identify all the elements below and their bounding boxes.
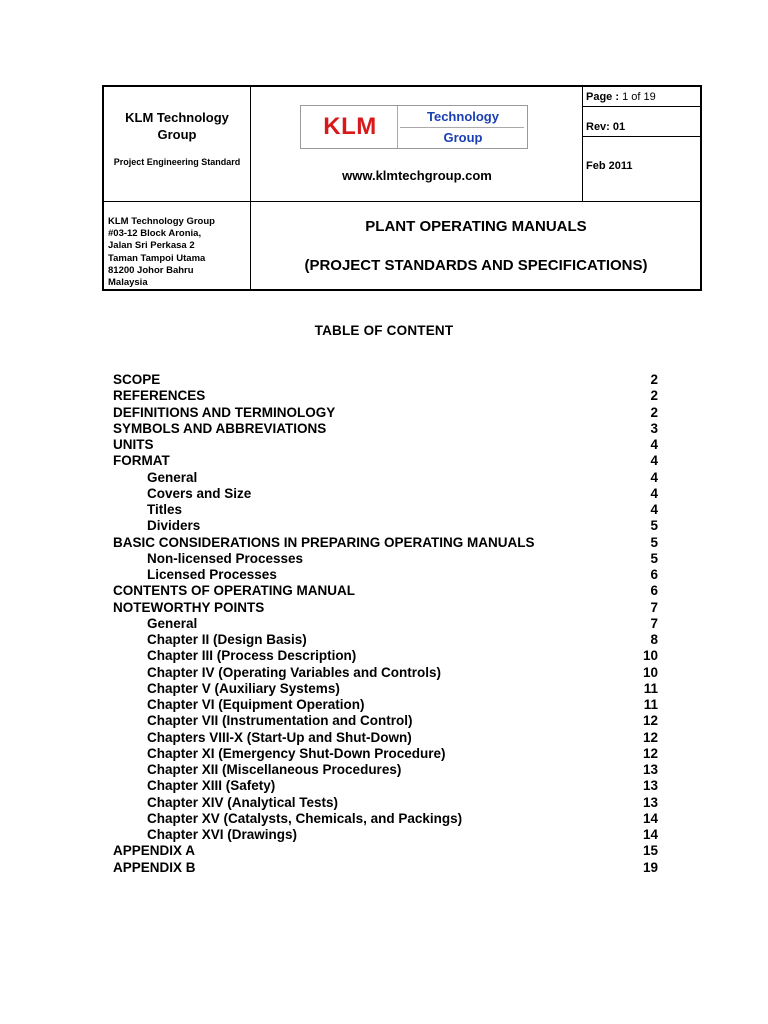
toc-subentry bbox=[113, 648, 658, 664]
toc-entry bbox=[113, 843, 658, 859]
toc-entry-page: 13 bbox=[642, 794, 658, 810]
toc-entry bbox=[113, 600, 658, 616]
toc-entry-page: 4 bbox=[650, 502, 658, 517]
website-link: www.klmtechgroup.com bbox=[342, 168, 492, 183]
toc-entry-page: 13 bbox=[642, 778, 658, 794]
toc-entry-page: 3 bbox=[650, 420, 658, 436]
toc-entry-page: 11 bbox=[643, 680, 658, 696]
toc-entry-label: Chapter VII (Instrumentation and Control) bbox=[147, 713, 413, 729]
toc-subentry bbox=[113, 827, 658, 843]
toc-subentry bbox=[113, 616, 658, 632]
toc-entry-label: BASIC CONSIDERATIONS IN PREPARING OPERATING MANUALS bbox=[113, 534, 535, 550]
issue-date: Feb 2011 bbox=[586, 160, 633, 172]
header-divider-rev bbox=[582, 136, 700, 137]
toc-entry-page: 5 bbox=[650, 534, 658, 550]
toc-subentry bbox=[113, 730, 658, 746]
company-address bbox=[108, 216, 250, 289]
toc-entry-page: 15 bbox=[642, 843, 658, 859]
logo-group-text: Group bbox=[443, 130, 483, 145]
toc-heading: TABLE OF CONTENT bbox=[314, 323, 454, 338]
toc-entry bbox=[113, 860, 658, 876]
toc-entry-page: 19 bbox=[642, 859, 658, 875]
address-line: Malaysia bbox=[108, 277, 148, 289]
toc-entry bbox=[113, 421, 658, 437]
toc-entry-page: 12 bbox=[642, 745, 658, 761]
header-divider-right bbox=[582, 87, 583, 201]
toc-entry bbox=[113, 453, 658, 469]
address-line: 81200 Johor Bahru bbox=[108, 264, 194, 276]
logo-separator bbox=[400, 127, 524, 128]
address-line: #03-12 Block Aronia, bbox=[108, 228, 202, 240]
document-subtitle: (PROJECT STANDARDS AND SPECIFICATIONS) bbox=[304, 257, 648, 274]
toc-entry-label: Chapter XIII (Safety) bbox=[147, 778, 276, 794]
toc-entry-label: Chapter XII (Miscellaneous Procedures) bbox=[147, 762, 402, 777]
address-line: KLM Technology Group bbox=[108, 216, 215, 227]
toc-entry-label: Chapter III (Process Description) bbox=[147, 648, 357, 664]
toc-entry-label: General bbox=[147, 615, 198, 631]
toc-entry-page: 6 bbox=[650, 583, 658, 599]
toc-entry-page: 5 bbox=[650, 518, 658, 534]
toc-entry-page: 6 bbox=[650, 567, 658, 582]
toc-subentry bbox=[113, 778, 658, 794]
toc-entry-page: 2 bbox=[650, 404, 658, 420]
toc-entry-label: REFERENCES bbox=[113, 388, 206, 404]
toc-entry-page: 10 bbox=[642, 648, 658, 664]
toc-entry-label: FORMAT bbox=[113, 453, 170, 469]
toc-subentry bbox=[113, 470, 658, 486]
toc-subentry bbox=[113, 567, 658, 583]
toc-entry-page: 10 bbox=[642, 664, 658, 680]
toc-entry-label: Chapter VI (Equipment Operation) bbox=[147, 697, 365, 712]
toc-entry-page: 7 bbox=[650, 599, 658, 615]
toc-entry-page: 13 bbox=[642, 762, 658, 777]
standard-type: Project Engineering Standard bbox=[113, 157, 241, 167]
toc-subentry bbox=[113, 713, 658, 729]
toc-subentry bbox=[113, 551, 658, 567]
toc-entry-page: 12 bbox=[642, 729, 658, 745]
toc-entry-label: NOTEWORTHY POINTS bbox=[113, 599, 265, 615]
toc-entry-label: SCOPE bbox=[113, 372, 161, 387]
toc-entry-label: Chapter XIV (Analytical Tests) bbox=[147, 794, 339, 810]
toc-entry-page: 4 bbox=[650, 485, 658, 501]
toc-entry-label: CONTENTS OF OPERATING MANUAL bbox=[113, 583, 355, 599]
toc-entry-label: Chapters VIII-X (Start-Up and Shut-Down) bbox=[147, 729, 412, 745]
toc-entry-page: 4 bbox=[650, 437, 658, 452]
page-value: 1 of 19 bbox=[622, 91, 656, 103]
toc-entry-label: Chapter XI (Emergency Shut-Down Procedure) bbox=[147, 745, 446, 761]
address-line: Jalan Sri Perkasa 2 bbox=[108, 240, 195, 252]
toc-entry bbox=[113, 388, 658, 404]
document-title: PLANT OPERATING MANUALS bbox=[365, 218, 587, 235]
company-name: KLM Technology Group bbox=[125, 110, 229, 142]
toc-entry-label: UNITS bbox=[113, 437, 154, 452]
toc-subentry bbox=[113, 746, 658, 762]
toc-entry bbox=[113, 535, 658, 551]
toc-subentry bbox=[113, 697, 658, 713]
toc-subentry bbox=[113, 518, 658, 534]
toc-entry-label: Chapter IV (Operating Variables and Controls) bbox=[147, 664, 442, 680]
header-divider-horizontal bbox=[104, 201, 700, 202]
toc-subentry bbox=[113, 795, 658, 811]
toc-entry-label: Covers and Size bbox=[147, 485, 252, 501]
address-line: Taman Tampoi Utama bbox=[108, 252, 206, 264]
toc-entry-label: Non-licensed Processes bbox=[147, 550, 304, 566]
toc-subentry bbox=[113, 681, 658, 697]
toc-entry-page: 7 bbox=[650, 615, 658, 631]
toc-entry-label: Chapter V (Auxiliary Systems) bbox=[147, 680, 340, 696]
revision: Rev: 01 bbox=[586, 121, 626, 133]
toc-entry-page: 2 bbox=[650, 388, 658, 404]
toc-entry-page: 11 bbox=[643, 697, 658, 712]
toc-entry bbox=[113, 437, 658, 453]
page-label: Page : bbox=[586, 91, 620, 103]
toc-entry-page: 4 bbox=[650, 453, 658, 469]
toc-entry-page: 2 bbox=[650, 372, 658, 387]
header-divider-page bbox=[582, 106, 700, 107]
document-header bbox=[102, 85, 702, 291]
toc-entry-label: DEFINITIONS AND TERMINOLOGY bbox=[113, 404, 336, 420]
toc-entry-page: 14 bbox=[642, 827, 658, 842]
toc-entry-page: 14 bbox=[642, 810, 658, 826]
table-of-contents bbox=[113, 372, 658, 876]
toc-entry bbox=[113, 583, 658, 599]
toc-entry-label: Titles bbox=[147, 502, 183, 517]
toc-entry-label: Chapter XV (Catalysts, Chemicals, and Packings) bbox=[147, 810, 463, 826]
toc-entry-label: APPENDIX B bbox=[113, 859, 196, 875]
toc-subentry bbox=[113, 811, 658, 827]
toc-entry-label: Chapter II (Design Basis) bbox=[147, 632, 307, 647]
toc-subentry bbox=[113, 632, 658, 648]
toc-subentry bbox=[113, 762, 658, 778]
toc-entry-label: Chapter XVI (Drawings) bbox=[147, 827, 298, 842]
header-divider-left bbox=[250, 87, 251, 289]
company-logo bbox=[300, 105, 528, 149]
logo-right-panel bbox=[397, 106, 528, 148]
toc-subentry bbox=[113, 486, 658, 502]
toc-entry-label: APPENDIX A bbox=[113, 843, 196, 859]
toc-subentry bbox=[113, 502, 658, 518]
toc-entry-page: 4 bbox=[650, 469, 658, 485]
toc-entry-label: Dividers bbox=[147, 518, 201, 534]
toc-entry-label: SYMBOLS AND ABBREVIATIONS bbox=[113, 420, 327, 436]
logo-klm-text: KLM bbox=[323, 113, 377, 140]
toc-entry-label: General bbox=[147, 469, 198, 485]
toc-entry-label: Licensed Processes bbox=[147, 567, 277, 582]
toc-entry bbox=[113, 405, 658, 421]
toc-entry-page: 12 bbox=[642, 713, 658, 729]
toc-entry-page: 8 bbox=[650, 632, 658, 647]
toc-entry-page: 5 bbox=[650, 550, 658, 566]
page-number bbox=[586, 91, 656, 103]
toc-subentry bbox=[113, 665, 658, 681]
toc-entry bbox=[113, 372, 658, 388]
logo-technology-text: Technology bbox=[427, 109, 499, 124]
